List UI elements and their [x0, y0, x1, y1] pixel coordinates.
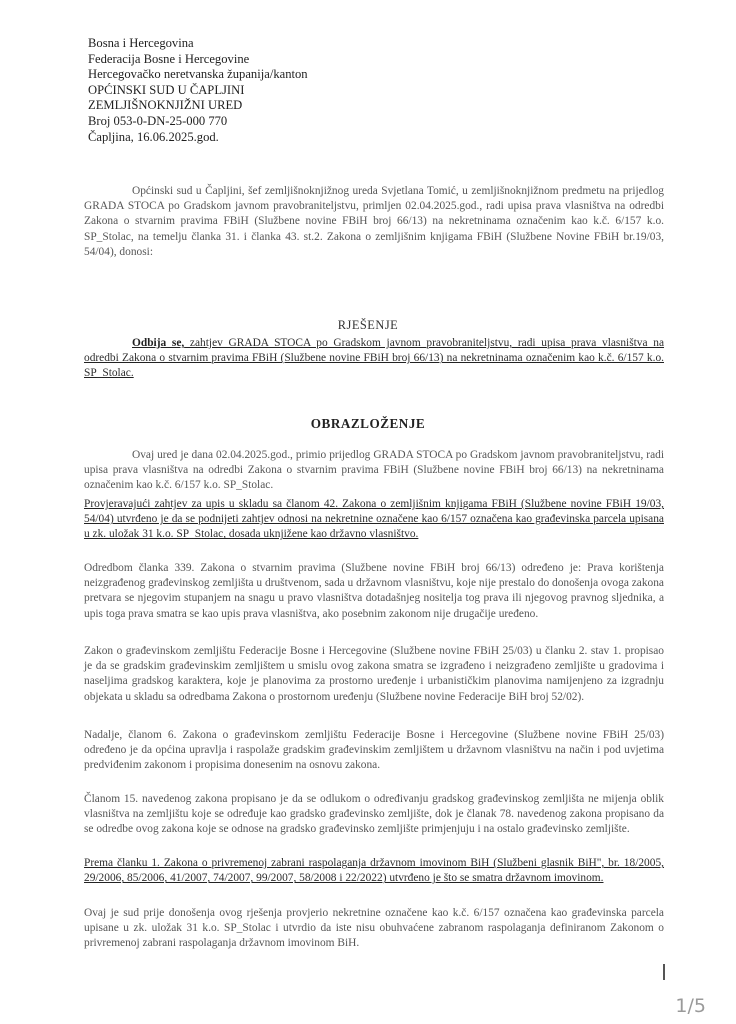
reasoning-paragraph-5: Nadalje, članom 6. Zakona o građevinskom zemljištu Federacije Bosne i Hercegovine (Službene novine FBiH 25/03) određeno je da općina upravlja i raspolaže gradskim građevinskim zemljištem u državnom vlasništvu na način i pod uvjetima predviđenim zakonom i propisima donesenim na osnovu zakona.	[84, 729, 664, 772]
reasoning-paragraph-7: Prema članku 1. Zakona o privremenoj zabrani raspolaganja državnom imovinom BiH (Službeni glasnik BiH", br. 18/2005, 29/2006, 85/2006, 41/2007, 74/2007, 99/2007, 58/2008 i 22/2022) utvrđeno je što se smatra državnom imovinom.	[84, 857, 664, 885]
header-court: OPĆINSKI SUD U ČAPLJINI	[88, 82, 245, 97]
ruling-lead: Odbija se,	[132, 337, 185, 349]
reasoning-paragraph-3: Odredbom članka 339. Zakona o stvarnim pravima (Službene novine FBiH broj 66/13) određeno je: Prava korištenja neizgrađenog građevinskog zemljišta u društvenom, sada u državnom vlasništvu, koje nije prestalo do donošenja ovoga zakona pretvara se njegovim stupanjem na snagu u pravo vlasništva dotadašnjeg nositelja tog prava ili njegovog pravnog sljednika, a upis toga prava smatra se kao upis prava vlasništva, ako posebnim zakonom nije drugačije uređeno.	[84, 562, 664, 620]
page-number: 1/5	[675, 995, 706, 1017]
ruling-text: zahtjev GRADA STOCA po Gradskom javnom pravobraniteljstvu, radi upisa prava vlasništva na odredbi Zakona o stvarnim pravima FBiH (Službene novine FBiH broj 66/13) na nekretninama označenim kao k.č. 6/157 k.o. SP_Stolac.	[84, 337, 665, 380]
reasoning-paragraph-8: Ovaj je sud prije donošenja ovog rješenja provjerio nekretnine označene kao k.č. 6/157 označena kao građevinska parcela upisane u zk. uložak 31 k.o. SP_Stolac i utvrdio da iste nisu obuhvaćene zabranom raspolaganja definiranom Zakonom o privremenoj zabrani raspolaganja državnom imovinom BiH.	[84, 907, 664, 950]
header-federation: Federacija Bosne i Hercegovine	[88, 51, 250, 66]
header-case-number: Broj 053-0-DN-25-000 770	[88, 113, 228, 128]
reasoning-paragraph-2: Provjeravajući zahtjev za upis u skladu sa članom 42. Zakona o zemljišnim knjigama FBiH (Službene novine FBiH 19/03, 54/04) utvrđeno je da se podnijeti zahtjev odnosi na nekretnine označene kao 6/157 označena kao građevinska parcela upisana u zk. uložak 31 k.o. SP_Stolac, dosada uknjižene kao državno vlasništvo.	[84, 498, 664, 541]
reasoning-paragraph-6: Članom 15. navedenog zakona propisano je da se odlukom o određivanju gradskog građevinskog zemljišta ne mijenja oblik vlasništva na zemljištu koje se određuje kao gradsko građevinsko zemljište, dok je članak 78. navedenog zakona propisano da se odredbe ovog zakona koje se odnose na gradsko građevinsko zemljište primjenjuju i na ostalo građevinsko zemljište.	[84, 793, 664, 836]
reasoning-paragraph-1: Ovaj ured je dana 02.04.2025.god., primio prijedlog GRADA STOCA po Gradskom javnom pravobraniteljstvu, radi upisa prava vlasništva na odredbi Zakona o stvarnim pravima FBiH (Službene novine FBiH broj 66/13) na nekretninama označenim kao k.č. 6/157 k.o. SP_Stolac.	[84, 449, 664, 492]
document-header	[88, 36, 388, 145]
header-office: ZEMLJIŠNOKNJIŽNI URED	[88, 98, 243, 113]
header-date: Čapljina, 16.06.2025.god.	[88, 129, 219, 144]
reasoning-paragraph-4: Zakon o građevinskom zemljištu Federacije Bosne i Hercegovine (Službene novine FBiH 25/03) u članku 2. stav 1. propisao je da se gradskim građevinskim zemljištem u smislu ovog zakona smatra se izgrađeno i neizgrađeno zemljište u gradovima i naseljima gradskog karaktera, koje je planovima za prostorno uređenje i urbanističkim planovima namijenjeno za izgradnju objekata u skladu sa odredbama Zakona o prostornom uređenju (Službene novine Federacije BiH broj 52/02).	[84, 645, 664, 703]
ruling-heading: RJEŠENJE	[337, 318, 399, 332]
header-country: Bosna i Hercegovina	[88, 36, 194, 50]
margin-mark	[663, 964, 665, 980]
intro-paragraph: Općinski sud u Čapljini, šef zemljišnoknjižnog ureda Svjetlana Tomić, u zemljišnoknjižnom predmetu na prijedlog GRADA STOCA po Gradskom javnom pravobraniteljstvu, primljen 02.04.2025.god., radi upisa prava vlasništva na odredbi Zakona o stvarnim pravima FBiH (Službene novine FBiH broj 66/13) na nekretninama označenim kao k.č. 6/157 k.o. SP_Stolac, na temelju članka 31. i članka 43. st.2. Zakona o zemljišnim knjigama FBiH (Službene Novine FBiH br.19/03, 54/04), donosi:	[84, 185, 664, 258]
ruling-paragraph	[84, 336, 664, 382]
reasoning-heading: OBRAZLOŽENJE	[310, 416, 426, 431]
header-canton: Hercegovačko neretvanska županija/kanton	[88, 67, 308, 82]
